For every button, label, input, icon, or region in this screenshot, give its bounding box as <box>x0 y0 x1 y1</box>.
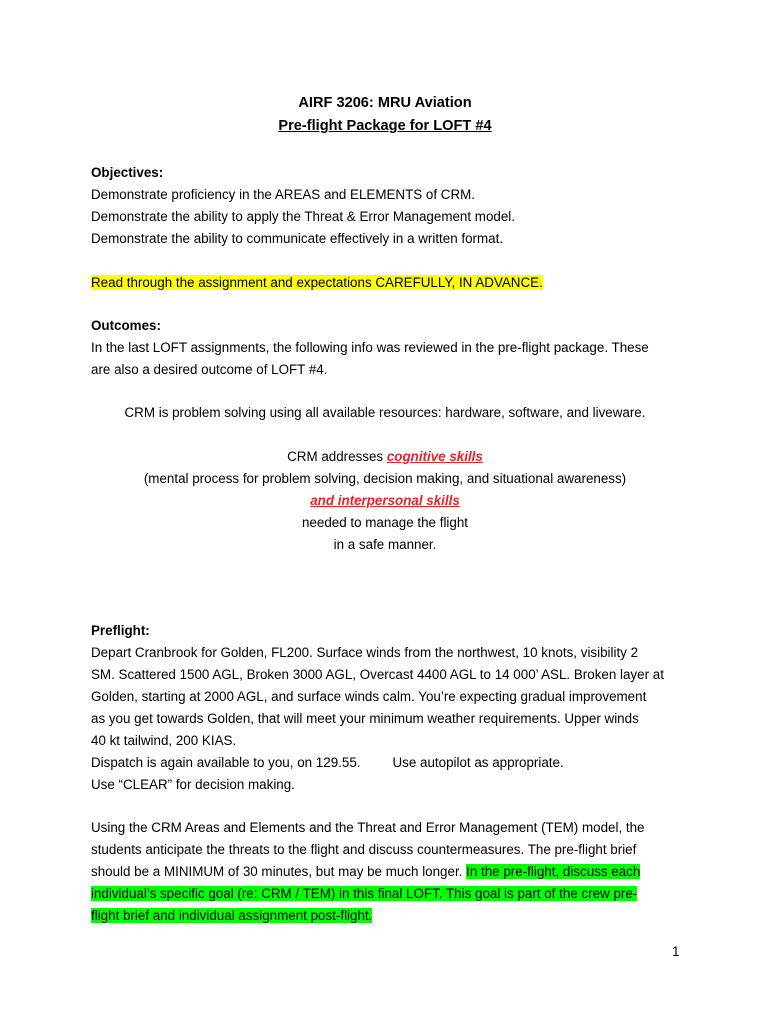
dispatch-line <box>91 755 564 770</box>
objective-line: Demonstrate proficiency in the AREAS and ELEMENTS of CRM. <box>91 187 476 202</box>
crm-addresses-line <box>0 449 770 464</box>
tem-highlight: In the pre-flight, discuss each <box>466 864 641 879</box>
preflight-heading: Preflight: <box>91 623 150 638</box>
page-number: 1 <box>672 944 680 959</box>
preflight-line: SM. Scattered 1500 AGL, Broken 3000 AGL, Overcast 4400 AGL to 14 000’ ASL. Broken layer at <box>91 667 664 682</box>
dispatch-text: Dispatch is again available to you, on 129.55. <box>91 755 361 770</box>
tem-line: Using the CRM Areas and Elements and the Threat and Error Management (TEM) model, the <box>91 820 645 835</box>
document-title: AIRF 3206: MRU Aviation <box>298 95 472 111</box>
tem-line: students anticipate the threats to the flight and discuss countermeasures. The pre-flight brief <box>91 842 637 857</box>
preflight-line: 40 kt tailwind, 200 KIAS. <box>91 733 237 748</box>
mental-process-line: (mental process for problem solving, decision making, and situational awareness) <box>143 471 627 486</box>
objective-line: Demonstrate the ability to communicate effectively in a written format. <box>91 231 504 246</box>
outcome-line: In the last LOFT assignments, the following info was reviewed in the pre-flight package. These <box>91 340 649 355</box>
objectives-heading: Objectives: <box>91 165 164 180</box>
preflight-line: as you get towards Golden, that will meet your minimum weather requirements. Upper winds <box>91 711 639 726</box>
tem-line <box>91 908 372 923</box>
tem-line <box>91 886 637 901</box>
preflight-line: Depart Cranbrook for Golden, FL200. Surface winds from the northwest, 10 knots, visibility 2 <box>91 645 639 660</box>
tem-highlight: flight brief and individual assignment post-flight. <box>91 908 373 923</box>
tem-highlight: individual’s specific goal (re: CRM / TEM) in this final LOFT. This goal is part of the crew pre- <box>91 886 638 901</box>
cognitive-skills-text: cognitive skills <box>386 449 483 464</box>
clear-line: Use “CLEAR” for decision making. <box>91 777 295 792</box>
crm-addresses-prefix: CRM addresses <box>287 449 387 464</box>
notice-highlight: Read through the assignment and expectations CAREFULLY, IN ADVANCE. <box>91 275 543 290</box>
preflight-line: Golden, starting at 2000 AGL, and surface winds calm. You’re expecting gradual improvement <box>91 689 647 704</box>
safe-manner-line: in a safe manner. <box>333 537 437 552</box>
needed-line: needed to manage the flight <box>301 515 469 530</box>
crm-definition: CRM is problem solving using all available resources: hardware, software, and liveware. <box>124 405 646 420</box>
autopilot-text: Use autopilot as appropriate. <box>392 755 564 770</box>
tem-plain-text: should be a MINIMUM of 30 minutes, but may be much longer. <box>91 864 467 879</box>
tem-line <box>91 864 640 879</box>
outcomes-heading: Outcomes: <box>91 318 161 333</box>
document-subtitle: Pre-flight Package for LOFT #4 <box>278 118 492 134</box>
interpersonal-skills-line <box>0 493 770 508</box>
notice-line <box>91 275 543 290</box>
outcome-line: are also a desired outcome of LOFT #4. <box>91 362 328 377</box>
objective-line: Demonstrate the ability to apply the Threat & Error Management model. <box>91 209 516 224</box>
interpersonal-skills-text: and interpersonal skills <box>310 493 460 508</box>
